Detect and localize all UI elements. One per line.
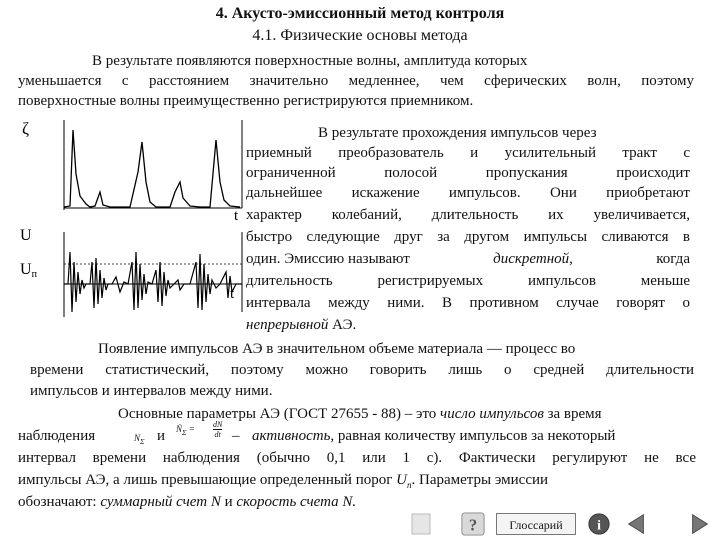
- text-line: [246, 250, 690, 269]
- forward-arrow-icon[interactable]: [688, 512, 712, 536]
- bottom-toolbar: [0, 510, 720, 540]
- help-icon[interactable]: [460, 512, 486, 536]
- text-line: непрерывной АЭ.: [246, 317, 357, 333]
- text-line: –: [232, 428, 240, 444]
- term-continuous: непрерывной: [246, 317, 329, 333]
- text-line: интервала между ними. В противном случае говорят о: [246, 295, 690, 311]
- text-line: активность, равная количеству импульсов за некоторый: [252, 428, 616, 444]
- zeta-axis-label: ζ: [22, 119, 30, 138]
- svg-text:i: i: [597, 517, 601, 533]
- text-line: поверхностные волны преимущественно регистрируются приемником.: [18, 93, 474, 109]
- page-subtitle: 4.1. Физические основы метода: [252, 27, 468, 44]
- text-line: обозначают: суммарный счет N и скорость счета N.: [18, 494, 357, 510]
- term-discrete: дискретной,: [493, 251, 573, 267]
- text-line: Основные параметры АЭ (ГОСТ 27655 - 88) – это число импульсов за время: [118, 406, 602, 422]
- text-line: импульсов и интервалов между ними.: [30, 383, 273, 399]
- text-line: характер колебаний, длительность их увеличивается,: [246, 207, 690, 223]
- back-arrow-icon[interactable]: [624, 512, 648, 536]
- text-line: В результате прохождения импульсов через: [318, 125, 597, 141]
- text-line: уменьшается с расстоянием значительно медленнее, чем сферических волн, поэтому: [18, 73, 694, 89]
- text-line: наблюдения: [18, 428, 96, 444]
- text-line: интервал времени наблюдения (обычно 0,1 или 1 с). Фактически регулируют не все: [18, 450, 696, 466]
- text-line: В результате появляются поверхностные волны, амплитуда которых: [92, 53, 528, 69]
- svg-text:?: ?: [468, 515, 478, 535]
- glossary-button[interactable]: Глоссарий: [496, 513, 576, 535]
- formula-activity: Ṅ$_\Sigma$ =: [176, 424, 195, 437]
- t-axis-label-bottom: t: [230, 286, 235, 302]
- info-icon[interactable]: [586, 512, 612, 536]
- text-line: дальнейшее искажение импульсов. Они приобретают: [246, 185, 690, 201]
- t-axis-label-top: t: [234, 208, 239, 224]
- text-line: длительность регистрируемых импульсов меньше: [246, 273, 690, 289]
- oscillation-signal-line: [64, 252, 242, 312]
- formula-fraction: dN dt: [213, 420, 223, 439]
- text-line: быстро следующие друг за другом импульсы сливаются в: [246, 229, 690, 245]
- text-line: Появление импульсов АЭ в значительном объеме материала — процесс во: [98, 341, 576, 357]
- text-line: и: [157, 428, 166, 444]
- pulse-signal-line: [64, 130, 240, 207]
- U-axis-label: U: [20, 227, 32, 244]
- text-line: приемный преобразователь и усилительный тракт с: [246, 145, 690, 161]
- Un-threshold-label: Uп: [20, 261, 37, 280]
- text-line: импульсы АЭ, а лишь превышающие определенный порог $U_п$. Параметры эмиссии: [18, 472, 549, 490]
- page-title: 4. Акусто-эмиссионный метод контроля: [215, 5, 505, 22]
- text-span: когда: [656, 251, 690, 267]
- signal-figure: [20, 112, 250, 327]
- text-line: ограниченной полосой пропускания происходит: [246, 165, 690, 181]
- text-line: времени статистический, поэтому можно говорить лишь о средней длительности: [30, 362, 694, 378]
- text-span: один. Эмиссию называют: [246, 251, 410, 267]
- formula-n-sigma: $N_\Sigma$: [134, 433, 145, 446]
